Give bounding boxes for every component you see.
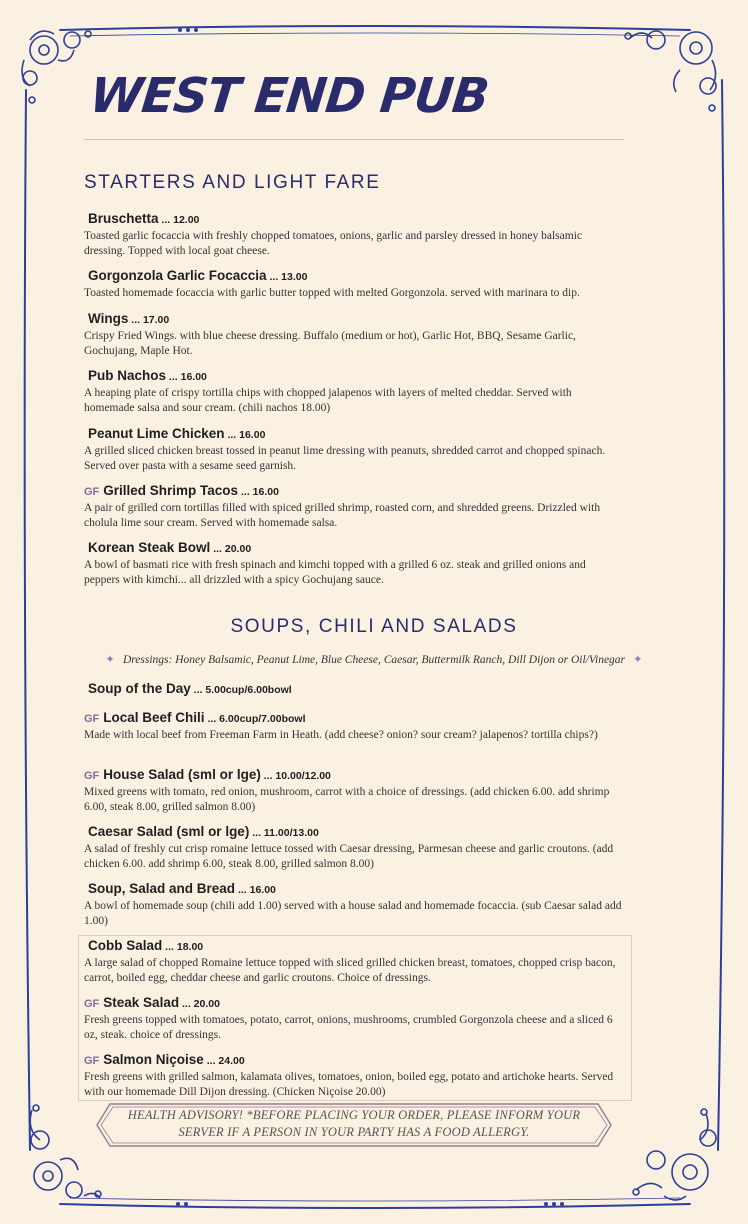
menu-item <box>84 1052 624 1100</box>
item-name: Gorgonzola Garlic Focaccia <box>88 268 267 283</box>
page-title: WEST END PUB <box>87 68 491 124</box>
item-price: ... 13.00 <box>266 271 308 283</box>
item-name: Peanut Lime Chicken <box>88 426 225 441</box>
star-icon: ✦ <box>105 654 115 666</box>
item-description: A bowl of basmati rice with fresh spinach and kimchi topped with a grilled 6 oz. steak and grilled onions and peppers with kimchi... all drizzled with a spicy Gochujang sauce. <box>84 559 586 586</box>
item-description: A heaping plate of crispy tortilla chips with chopped jalapenos with layers of melted cheddar. Served with homemade salsa and sour cream. (chili nachos 18.00) <box>84 387 572 414</box>
item-description: A large salad of chopped Romaine lettuce topped with sliced grilled chicken breast, tomatoes, chopped crisp bacon, carrot, boiled egg, cheddar cheese and garlic croutons. Choice of dressings. <box>84 957 616 984</box>
item-price: ... 10.00/12.00 <box>260 770 331 782</box>
item-description: Fresh greens with grilled salmon, kalamata olives, tomatoes, onion, boiled egg, potato and artichoke hearts. Served with our homemade Dill Dijon dressing. (Chicken Niçoise 20.00) <box>84 1071 614 1098</box>
dressings-line <box>0 652 748 666</box>
advisory-line-2: SERVER IF A PERSON IN YOUR PARTY HAS A FOOD ALLERGY. <box>178 1125 530 1139</box>
item-name: House Salad (sml or lge) <box>103 767 261 782</box>
section-heading-starters: STARTERS AND LIGHT FARE <box>84 172 381 193</box>
item-name: Soup, Salad and Bread <box>88 881 236 896</box>
item-price: ... 16.00 <box>235 884 276 896</box>
advisory-line-1: HEALTH ADVISORY! *BEFORE PLACING YOUR ORDER, PLEASE INFORM YOUR <box>127 1108 581 1122</box>
menu-item <box>84 938 624 986</box>
item-name: Bruschetta <box>88 211 159 226</box>
dressings-text: Dressings: Honey Balsamic, Peanut Lime, Blue Cheese, Caesar, Buttermilk Ranch, Dill Dijon or Oil/Vinegar <box>122 654 626 666</box>
item-price: ... 20.00 <box>179 998 220 1010</box>
item-description: Made with local beef from Freeman Farm in Heath. (add cheese? onion? sour cream? jalapenos? tortilla chips?) <box>84 729 598 741</box>
item-name: Local Beef Chili <box>103 710 205 725</box>
advisory-text <box>96 1107 612 1141</box>
menu-item <box>84 426 624 474</box>
item-name: Pub Nachos <box>88 368 167 383</box>
item-description: A bowl of homemade soup (chili add 1.00) served with a house salad and homemade focaccia. (sub Caesar salad add 1.00) <box>84 900 622 927</box>
star-icon: ✦ <box>633 654 643 666</box>
item-name: Steak Salad <box>103 995 180 1010</box>
gf-badge: GF <box>84 486 100 498</box>
item-name: Wings <box>88 311 129 326</box>
floral-corner-top-left-icon <box>22 31 91 103</box>
item-price: ... 16.00 <box>238 486 279 498</box>
item-name: Grilled Shrimp Tacos <box>103 483 239 498</box>
gf-badge: GF <box>84 1055 100 1067</box>
floral-corner-top-right-icon <box>625 31 716 111</box>
item-price: ... 16.00 <box>224 429 266 441</box>
item-price: ... 16.00 <box>166 371 207 383</box>
menu-item <box>84 881 624 929</box>
item-name: Korean Steak Bowl <box>88 540 211 555</box>
item-description: Fresh greens topped with tomatoes, potato, carrot, onions, mushrooms, crumbled Gorgonzola cheese and a sliced 6 oz, steak. choice of dressings. <box>84 1014 613 1041</box>
menu-item <box>84 268 624 301</box>
item-price: ... 5.00cup/6.00bowl <box>190 684 292 696</box>
item-description: A salad of freshly cut crisp romaine lettuce tossed with Caesar dressing, Parmesan cheese and garlic croutons. (add chicken 6.00. add shrimp 6.00, steak 8.00, grilled salmon 8.00) <box>84 843 614 870</box>
item-description: A grilled sliced chicken breast tossed in peanut lime dressing with peanuts, shredded carrot and chopped spinach. Served over pasta with a sesame seed garnish. <box>84 445 606 472</box>
menu-item <box>84 311 624 359</box>
item-price: ... 20.00 <box>210 543 252 555</box>
item-price: ... 17.00 <box>128 314 170 326</box>
menu-item <box>84 483 624 531</box>
item-description: A pair of grilled corn tortillas filled with spiced grilled shrimp, roasted corn, and shredded greens. Drizzled with cholula lime sour cream. Served with homemade salsa. <box>84 502 601 529</box>
menu-item <box>84 824 624 872</box>
item-name: Salmon Niçoise <box>103 1052 204 1067</box>
item-name: Caesar Salad (sml or lge) <box>88 824 250 839</box>
item-price: ... 18.00 <box>162 941 204 953</box>
item-price: ... 24.00 <box>203 1055 245 1067</box>
floral-corner-bottom-left-icon <box>30 1105 101 1198</box>
item-price: ... 6.00cup/7.00bowl <box>204 713 306 725</box>
menu-item <box>84 710 624 743</box>
item-description: Toasted homemade focaccia with garlic butter topped with melted Gorgonzola. served with marinara to dip. <box>84 287 580 299</box>
menu-item <box>84 368 624 416</box>
item-description: Mixed greens with tomato, red onion, mushroom, carrot with a choice of dressings. (add chicken 6.00. add shrimp 6.00, steak 8.00, grilled salmon 8.00) <box>84 786 610 813</box>
health-advisory <box>96 1103 612 1147</box>
item-price: ... 11.00/13.00 <box>249 827 319 839</box>
item-name: Cobb Salad <box>88 938 163 953</box>
menu-item <box>84 767 624 815</box>
item-description: Toasted garlic focaccia with freshly chopped tomatoes, onions, garlic and parsley dressed in honey balsamic dressing. Topped with local goat cheese. <box>84 230 583 257</box>
item-name: Soup of the Day <box>88 681 191 696</box>
item-price: ... 12.00 <box>158 214 200 226</box>
menu-item <box>84 681 624 698</box>
gf-badge: GF <box>84 770 100 782</box>
menu-item <box>84 540 624 588</box>
menu-item <box>84 211 624 259</box>
title-divider <box>84 139 624 140</box>
menu-item <box>84 995 624 1043</box>
gf-badge: GF <box>84 713 100 725</box>
gf-badge: GF <box>84 998 100 1010</box>
floral-corner-bottom-right-icon <box>633 1109 716 1200</box>
item-description: Crispy Fried Wings. with blue cheese dressing. Buffalo (medium or hot), Garlic Hot, BBQ, Sesame Garlic, Gochujang, Maple Hot. <box>84 330 576 357</box>
section-heading-soups: SOUPS, CHILI AND SALADS <box>230 616 518 637</box>
